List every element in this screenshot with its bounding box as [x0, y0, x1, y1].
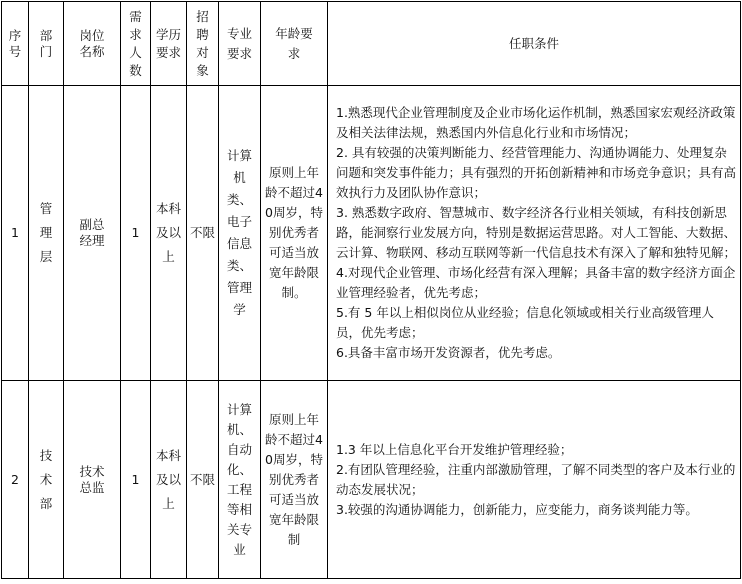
- header-dept: 部门: [29, 2, 64, 86]
- cell-position: 副总经理: [64, 86, 121, 381]
- requirement-item: 2. 具有较强的决策判断能力、经营管理能力、沟通协调能力、处理复杂问题和突发事件能力；具有强烈的开拓创新精神和市场竞争意识；具有高效执行力及团队协作意识；: [336, 145, 737, 200]
- header-headcount: 需求人数: [121, 2, 151, 86]
- header-major: 专业要求: [219, 2, 261, 86]
- cell-requirements: [328, 86, 741, 381]
- requirement-item: 3.较强的沟通协调能力，创新能力，应变能力，商务谈判能力等。: [336, 501, 698, 517]
- cell-target: 不限: [187, 381, 219, 579]
- header-education: 学历要求: [151, 2, 187, 86]
- cell-position: 技术总监: [64, 381, 121, 579]
- header-row: [2, 2, 741, 86]
- cell-major: 计算机类、电子信息类、管理学: [219, 86, 261, 381]
- requirement-item: 1.3 年以上信息化平台开发维护管理经验；: [336, 441, 573, 457]
- cell-requirements: [328, 381, 741, 579]
- cell-dept: 技术部: [29, 381, 64, 579]
- header-target: 招聘对象: [187, 2, 219, 86]
- cell-dept: 管理层: [29, 86, 64, 381]
- header-seq: 序号: [2, 2, 29, 86]
- cell-headcount: 1: [121, 381, 151, 579]
- cell-headcount: 1: [121, 86, 151, 381]
- cell-education: 本科及以上: [151, 86, 187, 381]
- recruitment-table: [1, 1, 741, 579]
- requirement-item: 3. 熟悉数字政府、智慧城市、数字经济各行业相关领域，有科技创新思路，能洞察行业发展方向，特别是数据运营思路。对人工智能、大数据、云计算、物联网、移动互联网等新一代信息技术有深入了解和独特见解；: [336, 205, 737, 260]
- header-age: 年龄要求: [261, 2, 328, 86]
- cell-age: 原则上年龄不超过40周岁，特别优秀者可适当放宽年龄限制: [261, 381, 328, 579]
- cell-education: 本科及以上: [151, 381, 187, 579]
- requirement-item: 6.具备丰富市场开发资源者，优先考虑。: [336, 345, 561, 360]
- table-row: [2, 86, 741, 381]
- requirement-item: 4.对现代企业管理、市场化经营有深入理解；具备丰富的数字经济方面企业管理经验者，优先考虑；: [336, 265, 736, 300]
- requirement-item: 1.熟悉现代企业管理制度及企业市场化运作机制，熟悉国家宏观经济政策及相关法律法规，熟悉国内外信息化行业和市场情况；: [336, 105, 736, 140]
- requirement-item: 5.有 5 年以上相似岗位从业经验；信息化领域或相关行业高级管理人员，优先考虑；: [336, 305, 714, 340]
- cell-target: 不限: [187, 86, 219, 381]
- requirement-item: 2.有团队管理经验，注重内部激励管理，了解不同类型的客户及本行业的动态发展状况；: [336, 461, 736, 497]
- table-row: [2, 381, 741, 579]
- cell-age: 原则上年龄不超过40周岁，特别优秀者可适当放宽年龄限制。: [261, 86, 328, 381]
- cell-seq: 2: [2, 381, 29, 579]
- cell-major: 计算机、自动化、工程等相关专业: [219, 381, 261, 579]
- cell-seq: 1: [2, 86, 29, 381]
- header-requirements: 任职条件: [328, 2, 741, 86]
- header-position: 岗位名称: [64, 2, 121, 86]
